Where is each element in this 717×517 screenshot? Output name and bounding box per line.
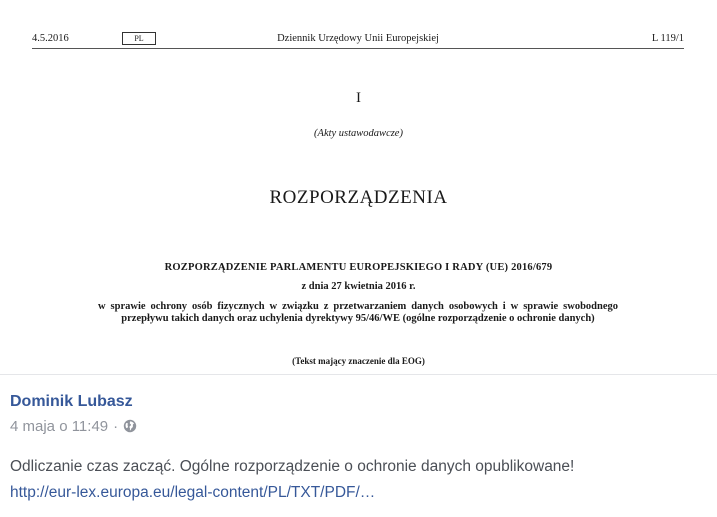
document-regulation-date: z dnia 27 kwietnia 2016 r. bbox=[301, 281, 416, 292]
document-language-code: PL bbox=[122, 32, 156, 45]
document-section-title: ROZPORZĄDZENIA bbox=[269, 187, 448, 208]
post-text: Odliczanie czas zacząć. Ogólne rozporządzenie o ochronie danych opublikowane! bbox=[10, 458, 575, 475]
post-timestamp[interactable]: 4 maja o 11:49 bbox=[10, 417, 109, 435]
document-regulation-subject: w sprawie ochrony osób fizycznych w związku z przetwarzaniem danych osobowych i w sprawie swobodnego przepływu takich danych oraz uchylenia dyrektywy 95/46/WE (ogólne rozporządzenie o ochronie danych) bbox=[98, 301, 618, 324]
document-regulation-title: ROZPORZĄDZENIE PARLAMENTU EUROPEJSKIEGO I RADY (UE) 2016/679 bbox=[164, 262, 553, 273]
post-meta bbox=[10, 416, 137, 436]
post-link[interactable]: http://eur-lex.europa.eu/legal-content/PL/TXT/PDF/… bbox=[10, 484, 376, 501]
post-author-link[interactable]: Dominik Lubasz bbox=[10, 393, 133, 410]
meta-separator: · bbox=[113, 417, 119, 435]
document-part-numeral: I bbox=[356, 90, 361, 106]
document-eea-note: (Tekst mający znaczenie dla EOG) bbox=[292, 356, 425, 366]
document-acts-label: (Akty ustawodawcze) bbox=[314, 128, 403, 139]
document-page-ref: L 119/1 bbox=[651, 33, 684, 44]
document-date: 4.5.2016 bbox=[32, 33, 69, 44]
document-journal-name: Dziennik Urzędowy Unii Europejskiej bbox=[277, 33, 439, 44]
document-header bbox=[32, 30, 684, 48]
image-divider bbox=[0, 374, 717, 375]
globe-icon[interactable] bbox=[123, 419, 137, 433]
document-header-rule bbox=[32, 48, 684, 49]
